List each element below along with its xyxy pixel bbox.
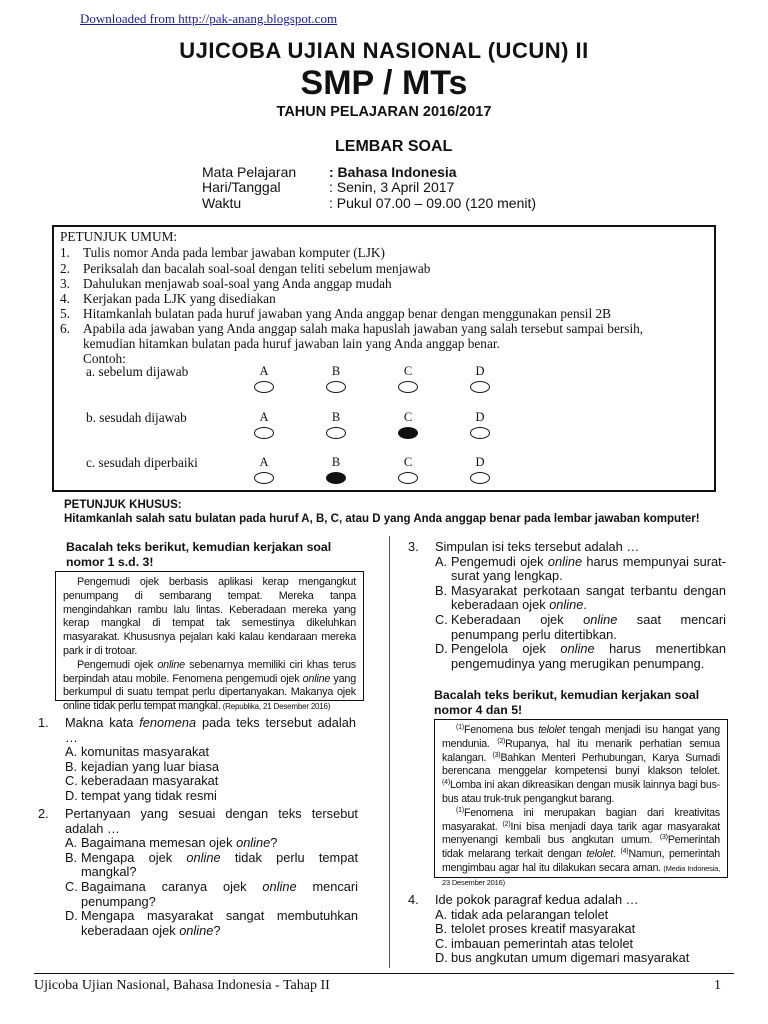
instruction-text: Hitamkanlah bulatan pada huruf jawaban yang Anda anggap benar dengan menggunakan pensil 2B	[83, 306, 612, 321]
question-2	[38, 807, 358, 938]
example-label: Contoh:	[83, 351, 126, 366]
question-stem: Pertanyaan yang sesuai dengan teks tersebut adalah …	[65, 806, 358, 836]
instruction-number: 6.	[60, 321, 70, 336]
instruction-number: 4.	[60, 291, 70, 306]
answer-option[interactable]: C. Keberadaan ojek online saat mencari penumpang perlu ditertibkan.	[435, 611, 726, 642]
example-row-label: b. sesudah dijawab	[86, 410, 187, 425]
answer-option[interactable]: C. Bagaimana caranya ojek online mencari penumpang?	[65, 878, 358, 909]
specific-instructions-text: Hitamkanlah salah satu bulatan pada huruf A, B, C, atau D yang Anda anggap benar pada lembar jawaban komputer!	[64, 513, 700, 525]
page-number: 1	[714, 978, 721, 993]
empty-bubble	[254, 427, 274, 439]
meta-label: Mata Pelajaran	[202, 164, 297, 180]
question-1	[38, 716, 356, 804]
empty-bubble	[398, 381, 418, 393]
reading-paragraph: Pengemudi ojek berbasis aplikasi kerap mengangkut penumpang di sembarang tempat. Mereka tanpa mengindahkan rambu lalu lintas. Keberadaan mereka yang kerap mangkal di tempat tak semestinya dikeluhkan masyarakat. Khususnya pejalan kaki kalau kendaraan mereka park ir di trotoar.	[63, 576, 356, 657]
question-number: 3.	[408, 539, 419, 554]
answer-bubble-examples	[0, 0, 768, 500]
empty-bubble	[470, 427, 490, 439]
question-number: 2.	[38, 806, 49, 821]
answer-option[interactable]: A. tidak ada pelarangan telolet	[435, 906, 609, 922]
answer-option[interactable]: B. Mengapa ojek online tidak perlu tempat mangkal?	[65, 849, 359, 880]
answer-option[interactable]: C. keberadaan masyarakat	[65, 773, 219, 789]
question-number: 4.	[408, 892, 419, 907]
answer-option[interactable]: B. kejadian yang luar biasa	[65, 758, 220, 774]
exam-level: SMP / MTs	[300, 64, 468, 102]
question-stem: Makna kata fenomena pada teks tersebut adalah …	[65, 715, 356, 745]
question-3	[408, 540, 726, 671]
academic-year: TAHUN PELAJARAN 2016/2017	[276, 104, 492, 120]
answer-option[interactable]: A. komunitas masyarakat	[65, 744, 210, 760]
answer-option[interactable]: B. Masyarakat perkotaan sangat terbantu dengan keberadaan ojek online.	[435, 582, 726, 613]
column-divider	[389, 536, 390, 968]
bubble-letter: B	[331, 455, 341, 469]
question-4	[408, 893, 726, 966]
bubble-letter: A	[259, 364, 269, 378]
instruction-number: 1.	[60, 245, 70, 260]
footer-text: Ujicoba Ujian Nasional, Bahasa Indonesia - Tahap II	[34, 978, 330, 993]
bubble-letter: C	[403, 364, 413, 378]
answer-option[interactable]: D. Pengelola ojek online harus menertibkan pengemudinya yang merugikan penumpang.	[435, 641, 726, 671]
meta-value: : Senin, 3 April 2017	[329, 179, 455, 195]
answer-option[interactable]: C. imbauan pemerintah atas telolet	[435, 935, 634, 951]
answer-option[interactable]: A. Pengemudi ojek online harus mempunyai surat-surat yang lengkap.	[435, 553, 726, 584]
footer-divider	[34, 973, 734, 974]
reading-instruction-2: Bacalah teks berikut, kemudian kerjakan soal nomor 4 dan 5!	[434, 688, 700, 717]
exam-title: UJICOBA UJIAN NASIONAL (UCUN) II	[179, 38, 589, 63]
instruction-text: Dahulukan menjawab soal-soal yang Anda anggap mudah	[83, 276, 392, 291]
bubble-letter: D	[475, 410, 485, 424]
bubble-letter: B	[331, 364, 341, 378]
sheet-title: LEMBAR SOAL	[335, 138, 453, 155]
example-row-label: c. sesudah diperbaiki	[86, 455, 198, 470]
reading-instruction: Bacalah teks berikut, kemudian kerjakan soal nomor 1 s.d. 3!	[66, 540, 332, 569]
reading-text-box	[55, 571, 364, 713]
filled-bubble	[326, 472, 346, 484]
instruction-number: 5.	[60, 306, 70, 321]
example-row-label: a. sebelum dijawab	[86, 364, 189, 379]
reading-paragraph: $^{(1)}$Fenomena ini merupakan bagian dari kreativitas masyarakat. $^{(2)}$Ini bisa menjadi daya tarik agar masyarakat menyenangi kembali bus angkutan umum. $^{(3)}$Pemerintah tidak melarang terkait dengan telolet. $^{(4)}$Namun, pemerintah mengimbau agar hal itu dilakukan secara aman. (Media Indonesia, 23 Desember 2016)	[442, 806, 721, 887]
instruction-number: 3.	[60, 276, 70, 291]
empty-bubble	[470, 472, 490, 484]
instruction-number: 2.	[60, 261, 70, 276]
empty-bubble	[254, 472, 274, 484]
instruction-text: Apabila ada jawaban yang Anda anggap salah maka hapuslah jawaban yang salah tersebut sampai bersih,	[83, 321, 644, 336]
reading-paragraph: Pengemudi ojek online sebenarnya memiliki ciri khas terus berpindah atau mobile. Fenomena pengemudi ojek online yang berkumpul di suatu tempat perlu dipertanyakan. Makanya ojek online tidak perlu tempat mangkal. (Republika, 21 Desember 2016)	[63, 658, 356, 713]
bubble-letter: C	[403, 455, 413, 469]
answer-option[interactable]: A. Bagaimana memesan ojek online?	[65, 835, 278, 851]
reading-paragraph: $^{(1)}$Fenomena bus telolet tengah menjadi isu hangat yang mendunia. $^{(2)}$Rupanya, hal itu menarik perhatian semua kalangan. $^{(3)}$Bahkan Menteri Perhubungan, Karya Sumadi berencana menggelar kompetensi bunyi klakson telolet. $^{(4)}$Lomba ini akan dikreasikan dengan musik lainnya bagi bus-bus atau truk-truk pengangkut barang.	[442, 724, 720, 805]
answer-option[interactable]: D. bus angkutan umum digemari masyarakat	[435, 950, 690, 966]
question-stem: Simpulan isi teks tersebut adalah …	[435, 539, 640, 554]
empty-bubble	[254, 381, 274, 393]
answer-option[interactable]: D. Mengapa masyarakat sangat membutuhkan keberadaan ojek online?	[65, 908, 358, 938]
meta-label: Waktu	[202, 195, 242, 211]
empty-bubble	[326, 381, 346, 393]
instruction-text: Tulis nomor Anda pada lembar jawaban komputer (LJK)	[83, 245, 385, 260]
bubble-letter: B	[331, 410, 341, 424]
source-citation: (Republika, 21 Desember 2016)	[220, 702, 331, 712]
general-instructions-title: PETUNJUK UMUM:	[60, 229, 178, 244]
bubble-letter: D	[475, 364, 485, 378]
empty-bubble	[326, 427, 346, 439]
empty-bubble	[470, 381, 490, 393]
bubble-letter: A	[259, 410, 269, 424]
question-stem: Ide pokok paragraf kedua adalah …	[435, 892, 639, 907]
bubble-letter: D	[475, 455, 485, 469]
empty-bubble	[398, 472, 418, 484]
bubble-letter: A	[259, 455, 269, 469]
answer-option[interactable]: D. tempat yang tidak resmi	[65, 787, 217, 803]
meta-value: : Pukul 07.00 – 09.00 (120 menit)	[329, 195, 537, 211]
source-citation: (Media Indonesia, 23 Desember 2016)	[442, 863, 721, 887]
filled-bubble	[398, 427, 418, 439]
meta-value: : Bahasa Indonesia	[329, 164, 457, 180]
meta-label: Hari/Tanggal	[202, 179, 281, 195]
specific-instructions-title: PETUNJUK KHUSUS:	[64, 499, 182, 511]
answer-option[interactable]: B. telolet proses kreatif masyarakat	[435, 921, 636, 937]
question-number: 1.	[38, 715, 49, 730]
bubble-letter: C	[403, 410, 413, 424]
instruction-text: Kerjakan pada LJK yang disediakan	[83, 291, 276, 306]
reading-text-box-2	[434, 719, 728, 887]
instruction-item-continued: kemudian hitamkan bulatan pada huruf jawaban lain yang Anda anggap benar.	[83, 336, 500, 351]
download-link[interactable]: Downloaded from http://pak-anang.blogspot.com	[80, 11, 338, 26]
instruction-text: Periksalah dan bacalah soal-soal dengan teliti sebelum menjawab	[83, 261, 431, 276]
